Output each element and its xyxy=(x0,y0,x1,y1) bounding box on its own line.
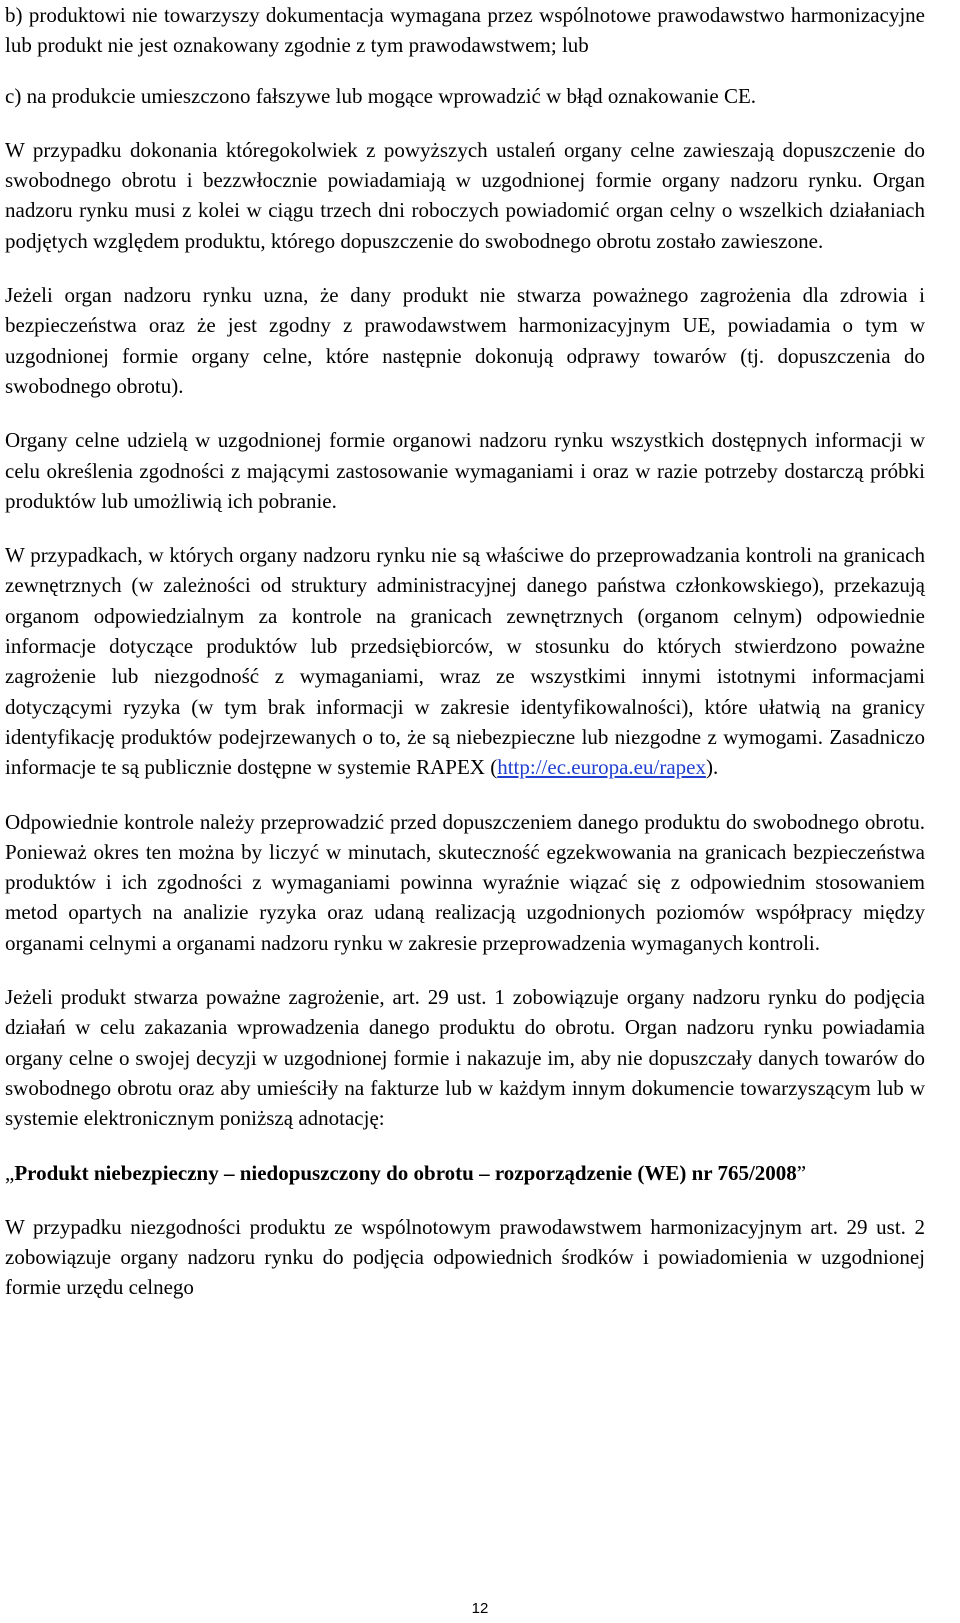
annotation-close-quote: ” xyxy=(796,1160,807,1185)
paragraph-external-borders-text: W przypadkach, w których organy nadzoru rynku nie są właściwe do przeprowadzania kontroli na granicach zewnętrznych (w zależności od struktury administracyjnej danego państwa członkowskiego), przekazują organom odpowiedzialnym za kontrole na granicach zewnętrznych (organom celnym) odpowiednie informacje dotyczące produktów lub przedsiębiorców, w stosunku do których stwierdzono poważne zagrożenie lub niezgodność z wymaganiami, wraz ze wszystkimi innymi istotnymi informacjami dotyczącymi ryzyka (w tym brak informacji w zakresie identyfikowalności), które ułatwią na granicy identyfikację produktów podejrzewanych o to, że są niebezpieczne lub niezgodne z wymogami. Zasadniczo informacje te są publicznie dostępne w systemie RAPEX ( xyxy=(5,543,925,780)
paragraph-annotation xyxy=(5,1158,925,1188)
paragraph-release: Jeżeli organ nadzoru rynku uzna, że dany produkt nie stwarza poważnego zagrożenia dla zdrowia i bezpieczeństwa oraz że jest zgodny z prawodawstwem harmonizacyjnym UE, powiadamia o tym w uzgodnionej formie organy celne, które następnie dokonują odprawy towarów (tj. dopuszczenia do swobodnego obrotu). xyxy=(5,283,925,398)
paragraph-non-compliance: W przypadku niezgodności produktu ze wspólnotowym prawodawstwem harmonizacyjnym art. 29 ust. 2 zobowiązuje organy nadzoru rynku do podjęcia odpowiednich środków i powiadomienia w uzgodnionej formie urzędu celnego xyxy=(5,1214,925,1300)
document-page xyxy=(5,0,925,1303)
annotation-text: Produkt niebezpieczny – niedopuszczony do obrotu – rozporządzenie (WE) nr 765/2008 xyxy=(14,1160,797,1185)
paragraph-suspension: W przypadku dokonania któregokolwiek z powyższych ustaleń organy celne zawieszają dopuszczenie do swobodnego obrotu i bezzwłocznie powiadamiają w uzgodnionej formie organy nadzoru rynku. Organ nadzoru rynku musi z kolei w ciągu trzech dni roboczych powiadomić organ celny o wszelkich działaniach podjętych względem produktu, którego dopuszczenie do swobodnego obrotu zostało zawieszone. xyxy=(5,137,925,253)
annotation-open-quote: „ xyxy=(5,1160,15,1185)
paragraph-serious-risk: Jeżeli produkt stwarza poważne zagrożenie, art. 29 ust. 1 zobowiązuje organy nadzoru rynku do podjęcia działań w celu zakazania wprowadzenia danego produktu do obrotu. Organ nadzoru rynku powiadamia organy celne o swojej decyzji w uzgodnionej formie i nakazuje im, aby nie dopuszczały danych towarów do swobodnego obrotu oraz aby umieściły na fakturze lub w każdym innym dokumencie towarzyszącym lub w systemie elektronicznym poniższą adnotację: xyxy=(5,985,925,1131)
paragraph-customs-information: Organy celne udzielą w uzgodnionej formie organowi nadzoru rynku wszystkich dostępnych informacji w celu określenia zgodności z mającymi zastosowanie wymaganiami i oraz w razie potrzeby dostarczą próbki produktów lub umożliwią ich pobranie. xyxy=(5,428,925,513)
page-number: 12 xyxy=(471,1600,489,1617)
paragraph-external-borders xyxy=(5,540,925,782)
paragraph-item-b: b) produktowi nie towarzyszy dokumentacja wymagana przez wspólnotowe prawodawstwo harmonizacyjne lub produkt nie jest oznakowany zgodnie z tym prawodawstwem; lub xyxy=(5,3,925,58)
paragraph-controls: Odpowiednie kontrole należy przeprowadzić przed dopuszczeniem danego produktu do swobodnego obrotu. Ponieważ okres ten można by liczyć w minutach, skuteczność egzekwowania na granicach bezpieczeństwa produktów i ich zgodności z wymaganiami powinna wyraźnie wiązać się z odpowiednim stosowaniem metod opartych na analizie ryzyka oraz udaną realizacją uzgodnionych poziomów współpracy między organami celnymi a organami nadzoru rynku w zakresie przeprowadzenia wymaganych kontroli. xyxy=(5,809,925,955)
rapex-link[interactable]: http://ec.europa.eu/rapex xyxy=(497,755,706,780)
paragraph-item-c: c) na produkcie umieszczono fałszywe lub mogące wprowadzić w błąd oznakowanie CE. xyxy=(5,83,757,108)
paragraph-external-borders-end: ). xyxy=(705,755,719,780)
